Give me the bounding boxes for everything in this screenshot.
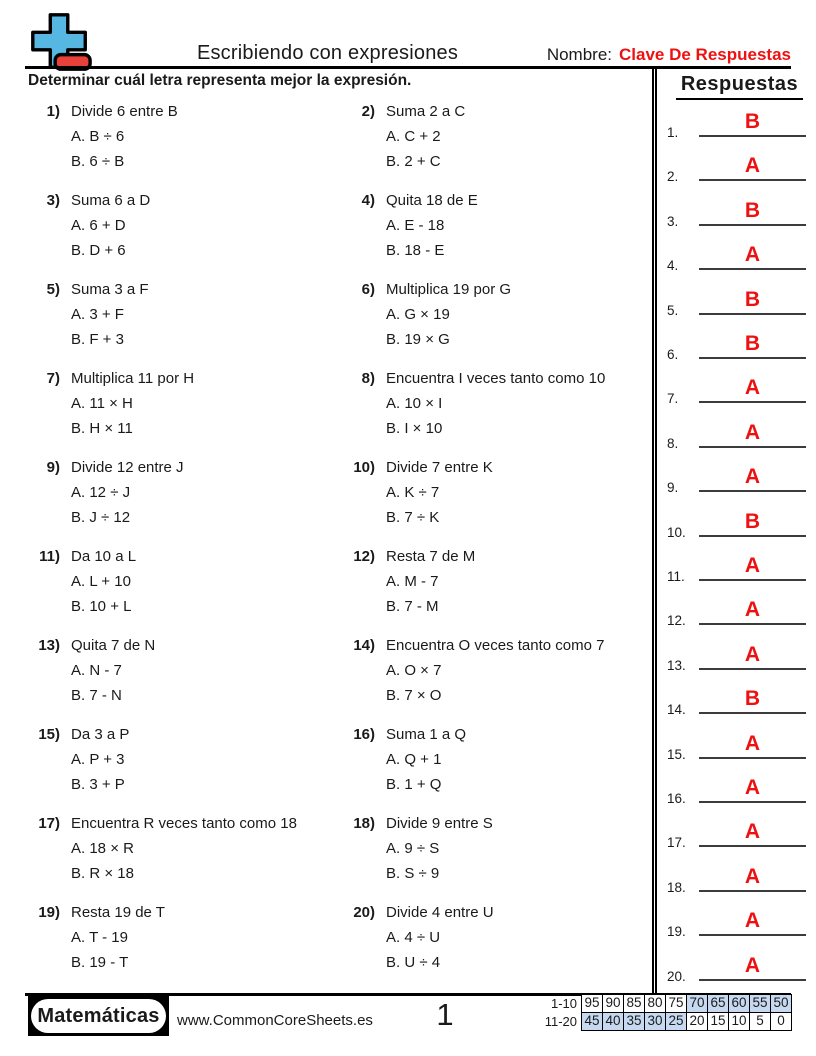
problem-option-b: B. 6 ÷ B — [71, 153, 125, 170]
answer-number: 2. — [667, 169, 679, 185]
problem-option-a: A. O × 7 — [386, 662, 442, 679]
score-row-label: 1-10 — [550, 996, 577, 1011]
answer-blank — [699, 674, 806, 714]
answer-blank — [699, 852, 806, 892]
problem-option-b: B. 10 + L — [71, 598, 132, 615]
problem-number: 19) — [38, 904, 60, 921]
answer-number: 4. — [667, 258, 679, 274]
answer-row — [667, 896, 806, 940]
problem-number: 2) — [361, 103, 375, 120]
problem-question: Divide 7 entre K — [386, 459, 493, 476]
answer-number: 3. — [667, 213, 679, 229]
score-row-label: 11-20 — [544, 1014, 577, 1029]
answer-letter: A — [744, 909, 761, 933]
problem-option-a: A. M - 7 — [386, 573, 439, 590]
answer-row — [667, 319, 806, 362]
answer-letter: A — [744, 420, 761, 444]
problem-body — [71, 544, 343, 619]
problem-question: Quita 18 de E — [386, 192, 478, 209]
answer-blank — [699, 408, 806, 448]
problem-item — [28, 811, 343, 886]
score-cell: 35 — [623, 1012, 645, 1031]
answer-letter: A — [744, 731, 761, 755]
score-cell: 85 — [623, 994, 645, 1013]
problem-question: Resta 19 de T — [71, 904, 165, 921]
answer-number: 19. — [667, 924, 686, 940]
problem-body — [386, 811, 646, 886]
problem-body — [386, 722, 646, 797]
answer-row — [667, 719, 806, 762]
answer-number: 1. — [667, 125, 679, 140]
name-label: Nombre: — [546, 45, 613, 64]
answer-number: 15. — [667, 746, 686, 762]
problem-number: 5) — [46, 281, 60, 298]
answers-panel — [652, 67, 816, 993]
problem-option-b: B. J ÷ 12 — [71, 509, 131, 526]
score-table — [536, 994, 792, 1031]
problem-option-b: B. D + 6 — [71, 242, 126, 259]
problem-body — [71, 99, 343, 174]
answer-row — [667, 275, 806, 318]
answer-letter: B — [744, 687, 761, 711]
problem-body — [71, 900, 343, 975]
score-row — [536, 994, 792, 1013]
problem-option-b: B. 1 + Q — [386, 776, 442, 793]
problem-option-b: B. 2 + C — [386, 153, 441, 170]
problem-option-a: A. Q + 1 — [386, 751, 442, 768]
problem-item — [28, 633, 343, 708]
answer-row — [667, 408, 806, 451]
answer-letter: A — [744, 864, 761, 888]
score-cell: 50 — [770, 994, 792, 1013]
problem-option-a: A. L + 10 — [71, 573, 131, 590]
problem-option-b: B. 3 + P — [71, 776, 125, 793]
problem-option-a: A. 3 + F — [71, 306, 124, 323]
problem-number: 16) — [353, 726, 375, 743]
score-cell: 65 — [707, 994, 729, 1013]
problem-option-b: B. 7 - N — [71, 687, 122, 704]
answer-number: 13. — [667, 657, 686, 673]
answer-number: 7. — [667, 391, 679, 407]
problem-item — [28, 277, 343, 352]
problem-question: Suma 1 a Q — [386, 726, 467, 743]
answer-blank — [699, 807, 806, 847]
problem-body — [386, 99, 646, 174]
problem-body — [71, 277, 343, 352]
answer-letter: A — [744, 554, 761, 577]
problem-option-a: A. C + 2 — [386, 128, 441, 145]
answer-letter: A — [744, 598, 761, 622]
name-value: Clave De Respuestas — [619, 45, 791, 64]
problem-item — [343, 811, 646, 886]
problem-question: Encuentra I veces tanto como 10 — [386, 370, 606, 387]
problem-number: 13) — [38, 637, 60, 654]
problem-question: Suma 6 a D — [71, 192, 151, 209]
answer-row — [667, 141, 806, 185]
problem-option-b: B. U ÷ 4 — [386, 954, 441, 971]
problem-item — [343, 188, 646, 263]
answer-blank — [699, 719, 806, 759]
problem-body — [71, 722, 343, 797]
problem-item — [343, 455, 646, 530]
problem-body — [386, 277, 646, 352]
answer-letter: A — [744, 642, 761, 666]
score-cell: 30 — [644, 1012, 666, 1031]
answer-letter: B — [744, 509, 761, 533]
problem-item — [343, 722, 646, 797]
problem-question: Da 3 a P — [71, 726, 130, 743]
problem-option-a: A. K ÷ 7 — [386, 484, 440, 501]
problem-item — [28, 188, 343, 263]
brand-pill — [31, 999, 166, 1033]
answer-letter: A — [744, 953, 761, 977]
answer-row — [667, 452, 806, 496]
problem-question: Encuentra R veces tanto como 18 — [71, 815, 297, 832]
problem-body — [71, 188, 343, 263]
score-cell: 20 — [686, 1012, 708, 1031]
answer-letter: A — [744, 243, 761, 267]
problem-number: 3) — [46, 192, 60, 209]
problem-body — [386, 633, 646, 708]
problem-body — [386, 366, 646, 441]
answer-number: 12. — [667, 613, 686, 629]
answer-blank — [699, 186, 806, 226]
problem-option-b: B. R × 18 — [71, 865, 134, 882]
answer-blank — [699, 319, 806, 359]
problem-body — [386, 900, 646, 975]
problem-number: 14) — [353, 637, 375, 654]
problem-option-b: B. H × 11 — [71, 420, 133, 437]
answer-blank — [699, 497, 806, 537]
answer-row — [667, 674, 806, 718]
problem-body — [386, 188, 646, 263]
problem-number: 8) — [361, 370, 375, 387]
problem-option-a: A. 10 × I — [386, 395, 443, 412]
brand-badge — [28, 996, 169, 1036]
problem-option-b: B. 7 × O — [386, 687, 442, 704]
answer-row — [667, 852, 806, 895]
problem-number: 10) — [353, 459, 375, 476]
answer-blank — [699, 141, 806, 181]
answer-number: 18. — [667, 879, 686, 895]
answers-title-wrap — [663, 73, 816, 100]
problem-number: 9) — [46, 459, 60, 476]
problem-number: 18) — [353, 815, 375, 832]
answer-number: 10. — [667, 524, 686, 540]
answer-number: 6. — [667, 347, 679, 362]
score-cell: 0 — [770, 1012, 792, 1031]
problem-item — [343, 277, 646, 352]
answer-row — [667, 97, 806, 140]
problem-number: 11) — [39, 548, 60, 565]
problem-item — [343, 366, 646, 441]
problem-question: Divide 9 entre S — [386, 815, 493, 832]
answer-row — [667, 541, 806, 584]
answer-number: 14. — [667, 702, 686, 718]
answer-letter: B — [744, 287, 761, 311]
problem-option-a: A. N - 7 — [71, 662, 122, 679]
answer-letter: B — [744, 110, 761, 133]
answer-number: 5. — [667, 302, 679, 318]
problem-item — [343, 633, 646, 708]
name-area — [547, 45, 791, 65]
problem-body — [386, 455, 646, 530]
answer-letter: A — [744, 376, 761, 400]
problem-number: 12) — [353, 548, 375, 565]
answer-number: 16. — [667, 791, 686, 806]
problem-option-a: A. 4 ÷ U — [386, 929, 441, 946]
score-cell: 75 — [665, 994, 687, 1013]
problem-option-a: A. T - 19 — [71, 929, 128, 946]
answer-letter: A — [744, 776, 761, 799]
problem-question: Multiplica 11 por H — [71, 370, 195, 387]
answer-blank — [699, 230, 806, 270]
problem-option-a: A. 9 ÷ S — [386, 840, 440, 857]
score-cell: 45 — [581, 1012, 603, 1031]
answer-letter: B — [744, 332, 761, 355]
answer-row — [667, 807, 806, 851]
problem-option-a: A. 18 × R — [71, 840, 134, 857]
answer-row — [667, 941, 806, 984]
score-cell: 15 — [707, 1012, 729, 1031]
score-cell: 10 — [728, 1012, 750, 1031]
answer-number: 9. — [667, 480, 679, 496]
problem-question: Quita 7 de N — [71, 637, 156, 654]
answer-blank — [699, 941, 806, 981]
score-cell: 40 — [602, 1012, 624, 1031]
brand-label: Matemáticas — [37, 1004, 160, 1027]
score-cell: 55 — [749, 994, 771, 1013]
problem-number: 20) — [353, 904, 375, 921]
problem-option-a: A. G × 19 — [386, 306, 450, 323]
problem-option-b: B. 18 - E — [386, 242, 445, 259]
score-cell: 60 — [728, 994, 750, 1013]
answer-number: 17. — [667, 835, 686, 851]
answer-letter: B — [744, 198, 761, 222]
problem-item — [28, 366, 343, 441]
score-row — [536, 1012, 792, 1031]
problem-item — [28, 99, 343, 174]
problem-body — [71, 633, 343, 708]
problem-question: Divide 4 entre U — [386, 904, 494, 921]
score-cell: 80 — [644, 994, 666, 1013]
answer-letter: A — [744, 154, 761, 178]
answer-row — [667, 363, 806, 407]
answer-letter: A — [744, 465, 761, 489]
problem-number: 4) — [361, 192, 375, 209]
answer-row — [667, 763, 806, 806]
problems-grid — [28, 99, 646, 975]
answer-blank — [699, 452, 806, 492]
problem-option-b: B. I × 10 — [386, 420, 443, 437]
problem-item — [28, 544, 343, 619]
problem-option-b: B. 19 - T — [71, 954, 129, 971]
problem-number: 1) — [46, 103, 60, 120]
problem-option-a: A. B ÷ 6 — [71, 128, 125, 145]
problem-option-a: A. P + 3 — [71, 751, 125, 768]
answer-row — [667, 186, 806, 229]
problem-option-a: A. 11 × H — [71, 395, 133, 412]
problem-question: Multiplica 19 por G — [386, 281, 512, 298]
score-cell: 70 — [686, 994, 708, 1013]
answer-row — [667, 585, 806, 629]
answer-blank — [699, 896, 806, 936]
problem-item — [28, 722, 343, 797]
score-cell: 5 — [749, 1012, 771, 1031]
answers-title: Respuestas — [676, 73, 803, 100]
problem-number: 7) — [46, 370, 60, 387]
answer-number: 11. — [667, 569, 685, 584]
answer-number: 20. — [667, 968, 686, 984]
problem-question: Resta 7 de M — [386, 548, 476, 565]
instruction-text: Determinar cuál letra representa mejor la expresión. — [28, 72, 412, 89]
problem-question: Divide 6 entre B — [71, 103, 178, 120]
answer-row — [667, 230, 806, 274]
answer-letter: A — [744, 820, 761, 844]
problem-number: 15) — [38, 726, 60, 743]
problem-body — [71, 811, 343, 886]
answer-blank — [699, 763, 806, 803]
problem-item — [343, 99, 646, 174]
problem-body — [71, 455, 343, 530]
problem-question: Suma 3 a F — [71, 281, 149, 298]
problem-option-a: A. E - 18 — [386, 217, 445, 234]
problem-item — [343, 544, 646, 619]
problem-question: Da 10 a L — [71, 548, 137, 565]
problem-option-b: B. 7 - M — [386, 598, 439, 615]
problem-number: 6) — [361, 281, 375, 298]
answer-row — [667, 630, 806, 673]
score-cell: 95 — [581, 994, 603, 1013]
problem-option-b: B. F + 3 — [71, 331, 124, 348]
answer-blank — [699, 97, 806, 137]
problem-item — [343, 900, 646, 975]
problem-item — [28, 455, 343, 530]
website-url: www.CommonCoreSheets.es — [177, 1012, 373, 1029]
problem-option-a: A. 12 ÷ J — [71, 484, 131, 501]
answer-number: 8. — [667, 435, 679, 451]
problem-option-b: B. S ÷ 9 — [386, 865, 440, 882]
problem-body — [71, 366, 343, 441]
problem-option-a: A. 6 + D — [71, 217, 126, 234]
problem-question: Divide 12 entre J — [71, 459, 184, 476]
answer-blank — [699, 363, 806, 403]
problem-option-b: B. 19 × G — [386, 331, 450, 348]
problem-body — [386, 544, 646, 619]
score-cell: 90 — [602, 994, 624, 1013]
page-title: Escribiendo con expresiones — [196, 42, 459, 64]
answer-row — [667, 497, 806, 540]
score-cell: 25 — [665, 1012, 687, 1031]
answer-blank — [699, 275, 806, 315]
page-number: 1 — [436, 997, 454, 1032]
problem-question: Encuentra O veces tanto como 7 — [386, 637, 605, 654]
problem-number: 17) — [38, 815, 60, 832]
answer-blank — [699, 541, 806, 581]
problem-option-b: B. 7 ÷ K — [386, 509, 440, 526]
problem-item — [28, 900, 343, 975]
answer-blank — [699, 630, 806, 670]
answer-blank — [699, 585, 806, 625]
answers-list — [663, 97, 816, 987]
problem-question: Suma 2 a C — [386, 103, 466, 120]
